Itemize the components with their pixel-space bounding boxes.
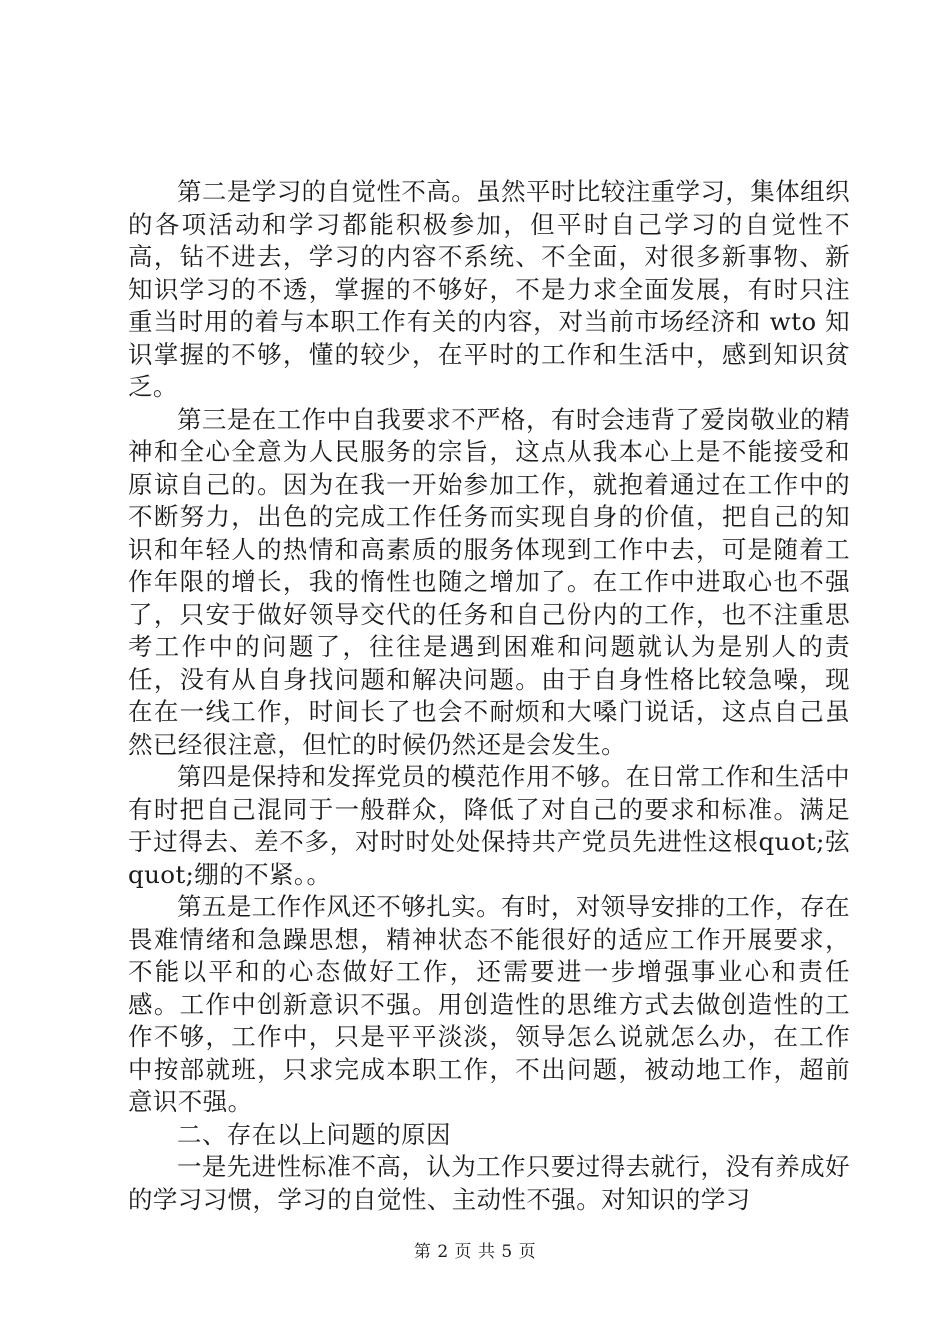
paragraph-study-awareness: 第二是学习的自觉性不高。虽然平时比较注重学习，集体组织的各项活动和学习都能积极参加，但平时自己学习的自觉性不高，钻不进去，学习的内容不系统、不全面，对很多新事物、新知识学习的不透，掌握的不够好，不是力求全面发展，有时只注重当时用的着与本职工作有关的内容，对当前市场经济和 wto 知识掌握的不够，懂的较少，在平时的工作和生活中，感到知识贫乏。 (128, 177, 850, 401)
paragraph-self-discipline: 第三是在工作中自我要求不严格，有时会违背了爱岗敬业的精神和全心全意为人民服务的宗旨，这点从我本心上是不能接受和原谅自己的。因为在我一开始参加工作，就抱着通过在工作中的不断努力，出色的完成工作任务而实现自身的价值，把自己的知识和年轻人的热情和高素质的服务体现到工作中去，可是随着工作年限的增长，我的惰性也随之增加了。在工作中进取心也不强了，只安于做好领导交代的任务和自己份内的工作，也不注重思考工作中的问题了，往往是遇到困难和问题就认为是别人的责任，没有从自身找问题和解决问题。由于自身性格比较急噪，现在在一线工作，时间长了也会不耐烦和大嗓门说话，这点自己虽然已经很注意，但忙的时候仍然还是会发生。 (128, 404, 850, 759)
paragraph-work-style: 第五是工作作风还不够扎实。有时，对领导安排的工作，存在畏难情绪和急躁思想，精神状态不能很好的适应工作开展要求，不能以平和的心态做好工作，还需要进一步增强事业心和责任感。工作中创新意识不强。用创造性的思维方式去做创造性的工作不够，工作中，只是平平淡淡，领导怎么说就怎么办，在工作中按部就班，只求完成本职工作，不出问题，被动地工作，超前意识不强。 (128, 892, 850, 1116)
section-heading-causes: 二、存在以上问题的原因 (177, 1119, 451, 1149)
paragraph-party-role: 第四是保持和发挥党员的模范作用不够。在日常工作和生活中有时把自己混同于一般群众，降低了对自己的要求和标准。满足于过得去、差不多，对时时处处保持共产党员先进性这根quot;弦 quot;绷的不紧。。 (128, 762, 850, 889)
page-number-footer: 第 2 页 共 5 页 (413, 1242, 537, 1262)
paragraph-cause-one: 一是先进性标准不高，认为工作只要过得去就行，没有养成好的学习习惯，学习的自觉性、主动性不强。对知识的学习 (128, 1152, 850, 1214)
document-body (128, 176, 850, 1216)
